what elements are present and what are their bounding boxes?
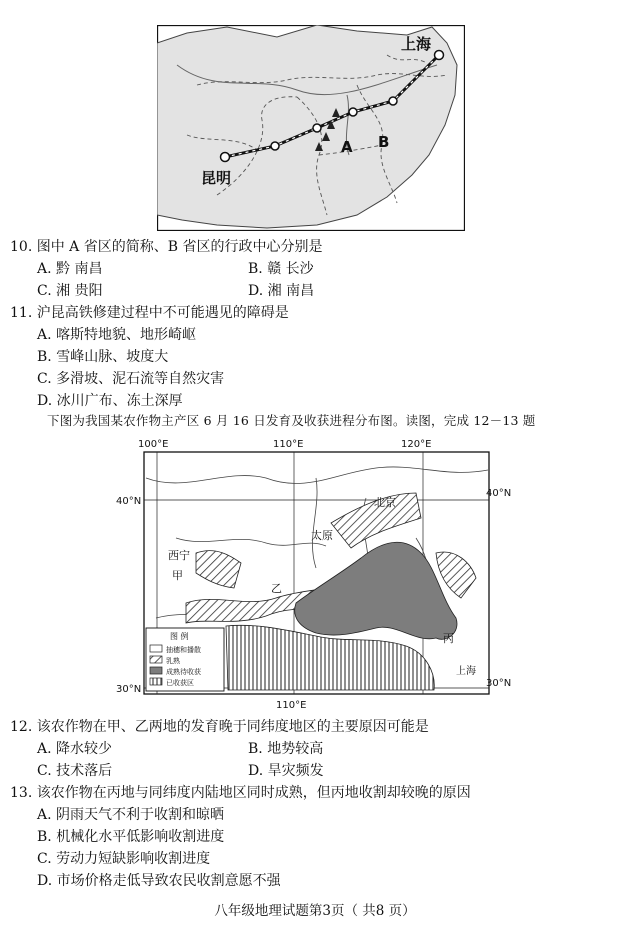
place-xining: 西宁 [168, 549, 190, 562]
q10-option-d: D. 湘 南昌 [248, 283, 315, 299]
q10-option-a: A. 黔 南昌 [37, 261, 103, 277]
lat-label-40n-left: 40°N [116, 496, 142, 507]
q12-stem: 12. 该农作物在甲、乙两地的发育晚于同纬度地区的主要原因可能是 [10, 719, 429, 735]
label-province-b: B [378, 133, 390, 151]
page-footer: 八年级地理试题第3页（ 共8 页） [214, 903, 416, 919]
q10-option-b: B. 赣 长沙 [248, 261, 314, 277]
label-shanghai: 上海 [401, 35, 432, 53]
lat-label-30n-right: 30°N [486, 678, 512, 689]
q11-option-b: B. 雪峰山脉、坡度大 [37, 349, 169, 365]
label-kunming: 昆明 [201, 169, 232, 187]
q10-stem: 10. 图中 A 省区的简称、B 省区的行政中心分别是 [10, 239, 323, 255]
q12-option-c: C. 技术落后 [37, 763, 113, 779]
station [271, 142, 279, 150]
place-jia: 甲 [172, 569, 183, 582]
place-beijing: 北京 [374, 496, 396, 509]
q11-stem: 11. 沪昆高铁修建过程中不可能遇见的障碍是 [10, 305, 289, 321]
q13-option-d: D. 市场价格走低导致农民收割意愿不强 [37, 873, 281, 889]
legend-title: 图 例 [170, 632, 189, 641]
q12-option-a: A. 降水较少 [37, 741, 113, 757]
crop-progress-map [116, 438, 522, 718]
label-province-a: A [341, 138, 353, 156]
station [389, 97, 397, 105]
station-shanghai [435, 51, 444, 60]
q10-option-c: C. 湘 贵阳 [37, 283, 103, 299]
station-kunming [221, 153, 230, 162]
legend-item-ready: 成熟待收获 [166, 668, 201, 676]
lat-label-30n-left: 30°N [116, 684, 142, 695]
place-shanghai: 上海 [456, 666, 476, 677]
lon-label-120e: 120°E [401, 439, 432, 450]
q13-stem: 13. 该农作物在丙地与同纬度内陆地区同时成熟，但丙地收割却较晚的原因 [10, 785, 471, 801]
intro-text: 下图为我国某农作物主产区 6 月 16 日发育及收获进程分布图。读图，完成 12－13 题 [47, 413, 536, 428]
q12-option-d: D. 旱灾频发 [248, 763, 324, 779]
place-bing: 丙 [443, 632, 454, 645]
q13-option-a: A. 阴雨天气不利于收割和晾晒 [37, 807, 225, 823]
lon-label-110e-bottom: 110°E [276, 700, 307, 711]
q12-option-b: B. 地势较高 [248, 741, 324, 757]
lon-label-100e: 100°E [138, 439, 169, 450]
legend-item-milk: 乳熟 [166, 657, 180, 665]
lon-label-110e: 110°E [273, 439, 304, 450]
hsr-route-map [157, 25, 465, 231]
legend-item-heading: 抽穗和播散 [166, 646, 201, 654]
lat-label-40n-right: 40°N [486, 488, 512, 499]
place-taiyuan: 太原 [311, 529, 333, 542]
station [349, 108, 357, 116]
q11-option-d: D. 冰川广布、冻土深厚 [37, 393, 183, 409]
q13-option-c: C. 劳动力短缺影响收割进度 [37, 851, 211, 867]
q13-option-b: B. 机械化水平低影响收割进度 [37, 829, 225, 845]
place-yi: 乙 [271, 582, 282, 595]
legend-item-harvested: 已收获区 [166, 679, 194, 687]
q11-option-a: A. 喀斯特地貌、地形崎岖 [37, 327, 197, 343]
q11-option-c: C. 多滑坡、泥石流等自然灾害 [37, 371, 225, 387]
station [313, 124, 321, 132]
map-legend [146, 628, 224, 691]
